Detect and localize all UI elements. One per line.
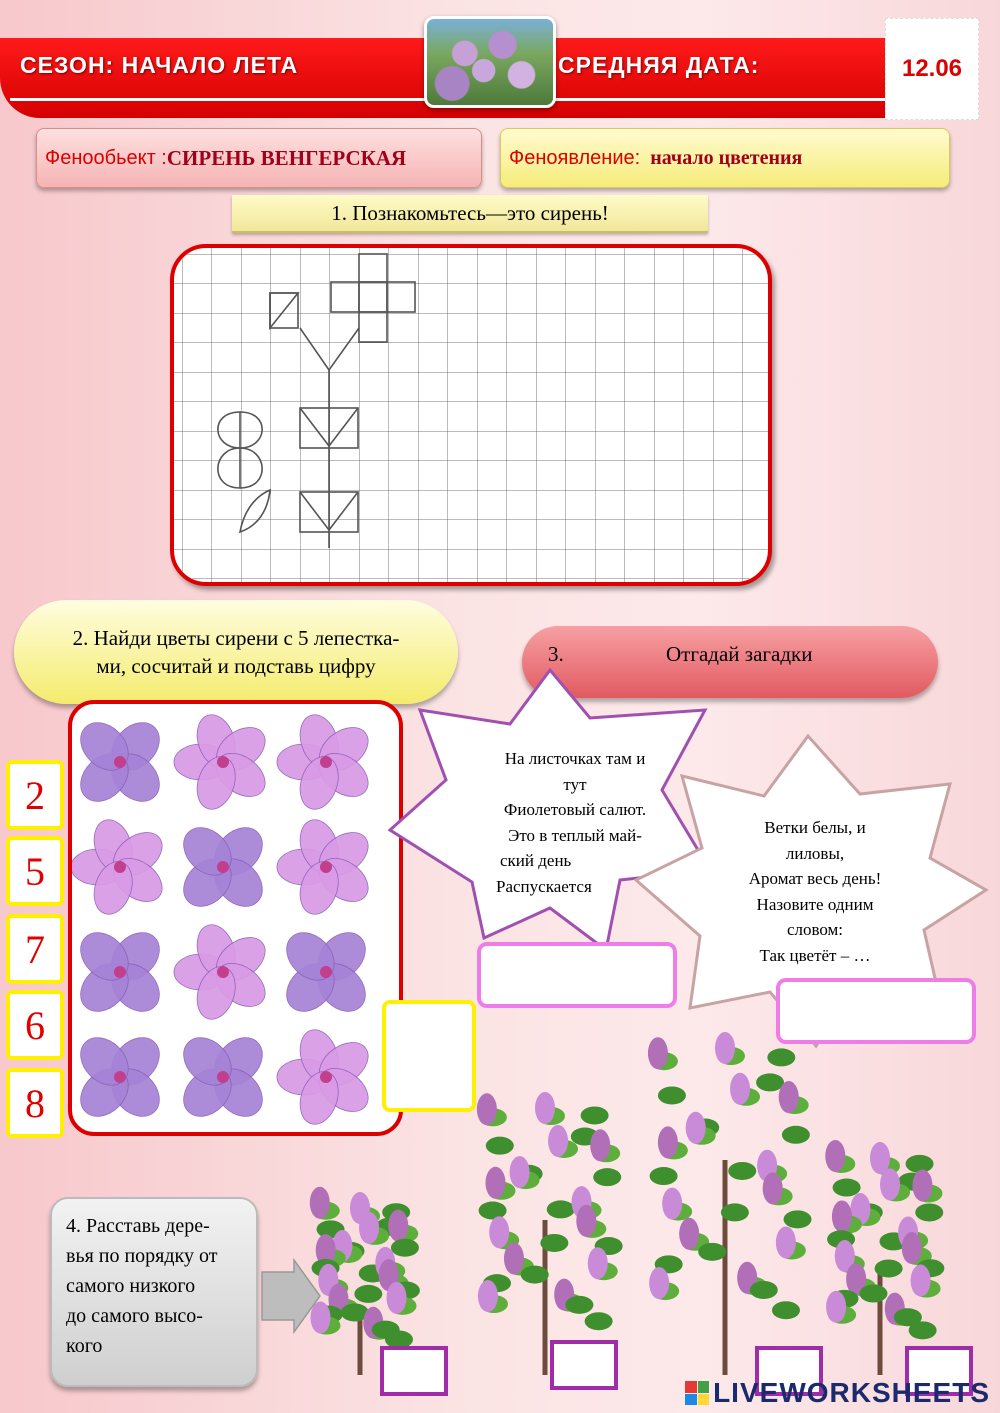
date-value: 12.06 <box>885 18 979 120</box>
flower-image <box>174 920 273 1024</box>
lilac-bush <box>825 1140 944 1375</box>
riddle2-line: лиловы, <box>785 843 845 863</box>
flower-image <box>277 923 375 1021</box>
task4-line: 4. Расставь дере- <box>66 1215 210 1237</box>
date-label: СРЕДНЯЯ ДАТА: <box>558 52 760 78</box>
pheno-object-label: Феноoбьект : <box>45 146 167 169</box>
riddle2-line: Ветки белы, и <box>764 818 866 837</box>
task4-line: кого <box>66 1335 103 1357</box>
task4-instruction <box>50 1197 258 1387</box>
riddle1-line: Распускается <box>496 876 592 896</box>
flower-image <box>174 710 273 814</box>
watermark-text: LIVEWORKSHEETS <box>713 1377 990 1408</box>
pheno-event-label: Феноявление: <box>509 146 641 169</box>
task3-number: 3. <box>548 642 564 666</box>
lilac-photo <box>424 16 556 108</box>
riddle2-line: Аромат весь день! <box>748 869 882 888</box>
task4-line: вья по порядку от <box>66 1245 218 1267</box>
liveworksheets-logo-icon <box>685 1381 709 1405</box>
riddle1-line: На листочках там и <box>504 749 646 768</box>
pheno-event-value: начало цветения <box>650 146 803 169</box>
task4-line: самого низкого <box>66 1275 196 1297</box>
flower-image <box>72 1028 169 1126</box>
number-option[interactable]: 6 <box>6 990 64 1060</box>
task3-text: Отгадай загадки <box>666 642 813 666</box>
pheno-event-pill <box>500 128 950 188</box>
grid-drawing <box>174 248 768 582</box>
task2-title-line1: 2. Найди цветы сирени с 5 лепестка- <box>72 625 400 650</box>
riddle1-line: Это в теплый май- <box>508 825 642 845</box>
riddle1-line: ский день <box>500 851 572 870</box>
liveworksheets-watermark <box>685 1377 990 1409</box>
riddle2-line: Так цветёт – … <box>759 945 871 965</box>
flower-image <box>277 815 376 919</box>
riddle2-line: Назовите одним <box>756 894 874 914</box>
task4-line: до самого высо- <box>66 1305 203 1327</box>
riddle1-line: тут <box>563 774 587 794</box>
task2-title-line2: ми, сосчитай и подставь цифру <box>96 654 376 678</box>
lilac-bushes <box>300 1030 1000 1380</box>
order-box-1[interactable] <box>380 1346 448 1396</box>
riddle1-answer[interactable] <box>477 942 677 1008</box>
riddle1-text <box>470 746 680 899</box>
number-option[interactable]: 5 <box>6 836 64 906</box>
number-option[interactable]: 2 <box>6 760 64 830</box>
pheno-object-pill <box>36 128 482 188</box>
lilac-bush <box>648 1032 812 1375</box>
season-label: СЕЗОН: НАЧАЛО ЛЕТА <box>20 52 299 78</box>
riddle2-text <box>720 815 910 968</box>
riddle1-line: Фиолетовый салют. <box>503 800 647 819</box>
flower-image <box>174 1028 272 1126</box>
number-option[interactable]: 8 <box>6 1068 64 1138</box>
task1-title: 1. Познакомьтесь—это сирень! <box>232 195 708 233</box>
lilac-bush <box>477 1092 623 1375</box>
flower-image <box>72 713 169 811</box>
number-option[interactable]: 7 <box>6 914 64 984</box>
flower-image <box>174 818 272 916</box>
flower-image <box>72 923 169 1021</box>
riddle2-line: словом: <box>786 920 844 939</box>
drawing-grid[interactable] <box>170 244 772 586</box>
order-box-2[interactable] <box>550 1340 618 1390</box>
pheno-object-value: СИРЕНЬ ВЕНГЕРСКАЯ <box>166 145 407 170</box>
flower-image <box>277 710 376 814</box>
flower-image <box>72 815 170 919</box>
